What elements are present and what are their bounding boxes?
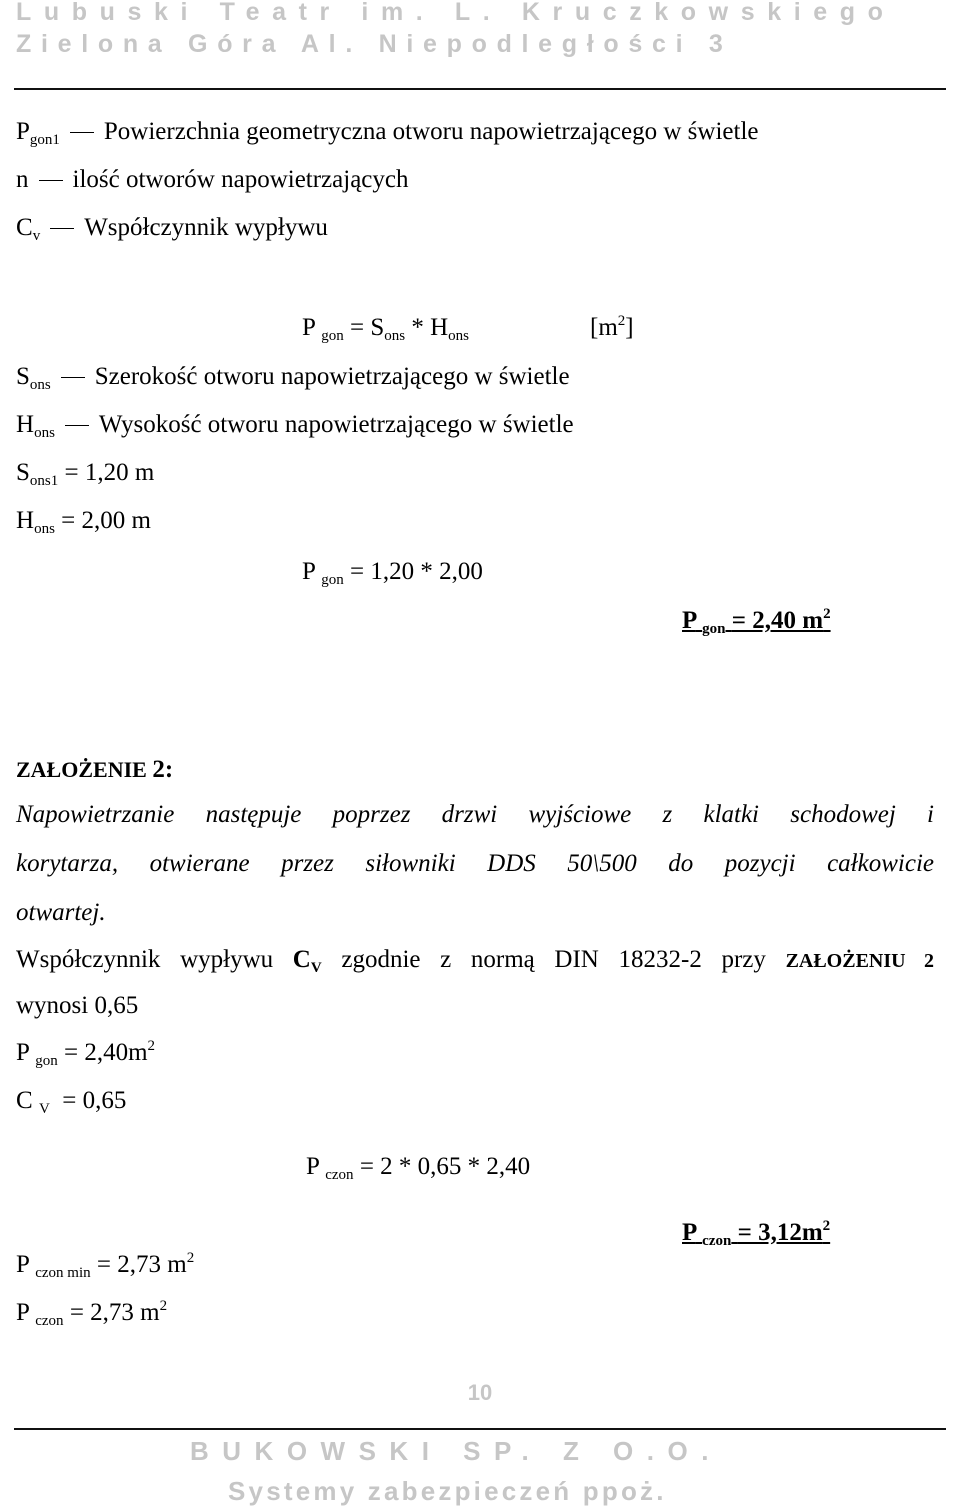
definition-pgon1: $P_{gon1}$ Powierzchnia geometryczna otworu napowietrzającego w świetle bbox=[16, 118, 759, 148]
assumption-line-3: otwartej. bbox=[16, 899, 106, 926]
header-company-line: Lubuski Teatr im. L. Kruczkowskiego bbox=[16, 0, 896, 26]
value-pgon: P $_{gon} = 2,40m^2$ bbox=[16, 1038, 156, 1069]
dash-separator bbox=[65, 425, 89, 426]
assumption-line-2: korytarza, otwierane przez siłowniki DDS 50\500 do pozycji całkowicie bbox=[16, 850, 934, 877]
footer-tagline: Systemy zabezpieczeń ppoż. bbox=[228, 1476, 667, 1506]
formula-unit: $[m^2]$ bbox=[590, 313, 634, 341]
calculation-pgon: P $_{gon}$ = 1,20 * 2,00 bbox=[302, 558, 483, 588]
dash-separator bbox=[50, 228, 74, 229]
footer-divider bbox=[14, 1428, 946, 1430]
dash-separator bbox=[70, 132, 94, 133]
definition-n: n ilość otworów napowietrzających bbox=[16, 166, 409, 193]
assumption-line-1: Napowietrzanie następuje poprzez drzwi wyjściowe z klatki schodowej i bbox=[16, 801, 934, 828]
definition-sons: $S_{ons}$ Szerokość otworu napowietrzającego w świetle bbox=[16, 363, 570, 393]
value-pczon-min: P $_{czon min}$ = 2,73 $m^2$ bbox=[16, 1250, 195, 1281]
dash-separator bbox=[39, 180, 63, 181]
header-divider bbox=[14, 88, 946, 90]
value-sons1: $S_{ons1} = 1,20$ m bbox=[16, 459, 155, 489]
result-pczon: P $_{czon} = 3,12m^2$ bbox=[682, 1218, 831, 1249]
footer-company-line: BUKOWSKI SP. Z O.O. bbox=[190, 1436, 722, 1466]
value-hons: $H_{ons} = 2,00$ m bbox=[16, 507, 151, 537]
coefficient-paragraph: Współczynnik wypływu $C_V$ zgodnie z normą DIN 18232-2 przy ZAŁOŻENIU 2 bbox=[16, 946, 934, 976]
coefficient-value-line: wynosi 0,65 bbox=[16, 992, 139, 1019]
calculation-pczon: P $_{czon}$ = 2 * 0,65 * 2,40 bbox=[306, 1153, 531, 1183]
dash-separator bbox=[61, 377, 85, 378]
value-pczon: P $_{czon}$ = 2,73 $m^2$ bbox=[16, 1298, 168, 1329]
definition-hons: $H_{ons}$ Wysokość otworu napowietrzającego w świetle bbox=[16, 411, 574, 441]
assumption-heading: ZAŁOŻENIE 2: bbox=[16, 756, 174, 783]
result-pgon: P $_{gon}$ = 2,40 $m^2$ bbox=[682, 606, 831, 637]
header-address-line: Zielona Góra Al. Niepodległości 3 bbox=[16, 30, 733, 58]
formula-pgon: P $_{gon} = S_{ons} * H_{ons}$ bbox=[302, 314, 469, 344]
value-cv: C $_V$ = 0,65 bbox=[16, 1087, 127, 1117]
definition-cv: $C_v$ Współczynnik wypływu bbox=[16, 214, 328, 244]
page-number: 10 bbox=[467, 1380, 493, 1405]
